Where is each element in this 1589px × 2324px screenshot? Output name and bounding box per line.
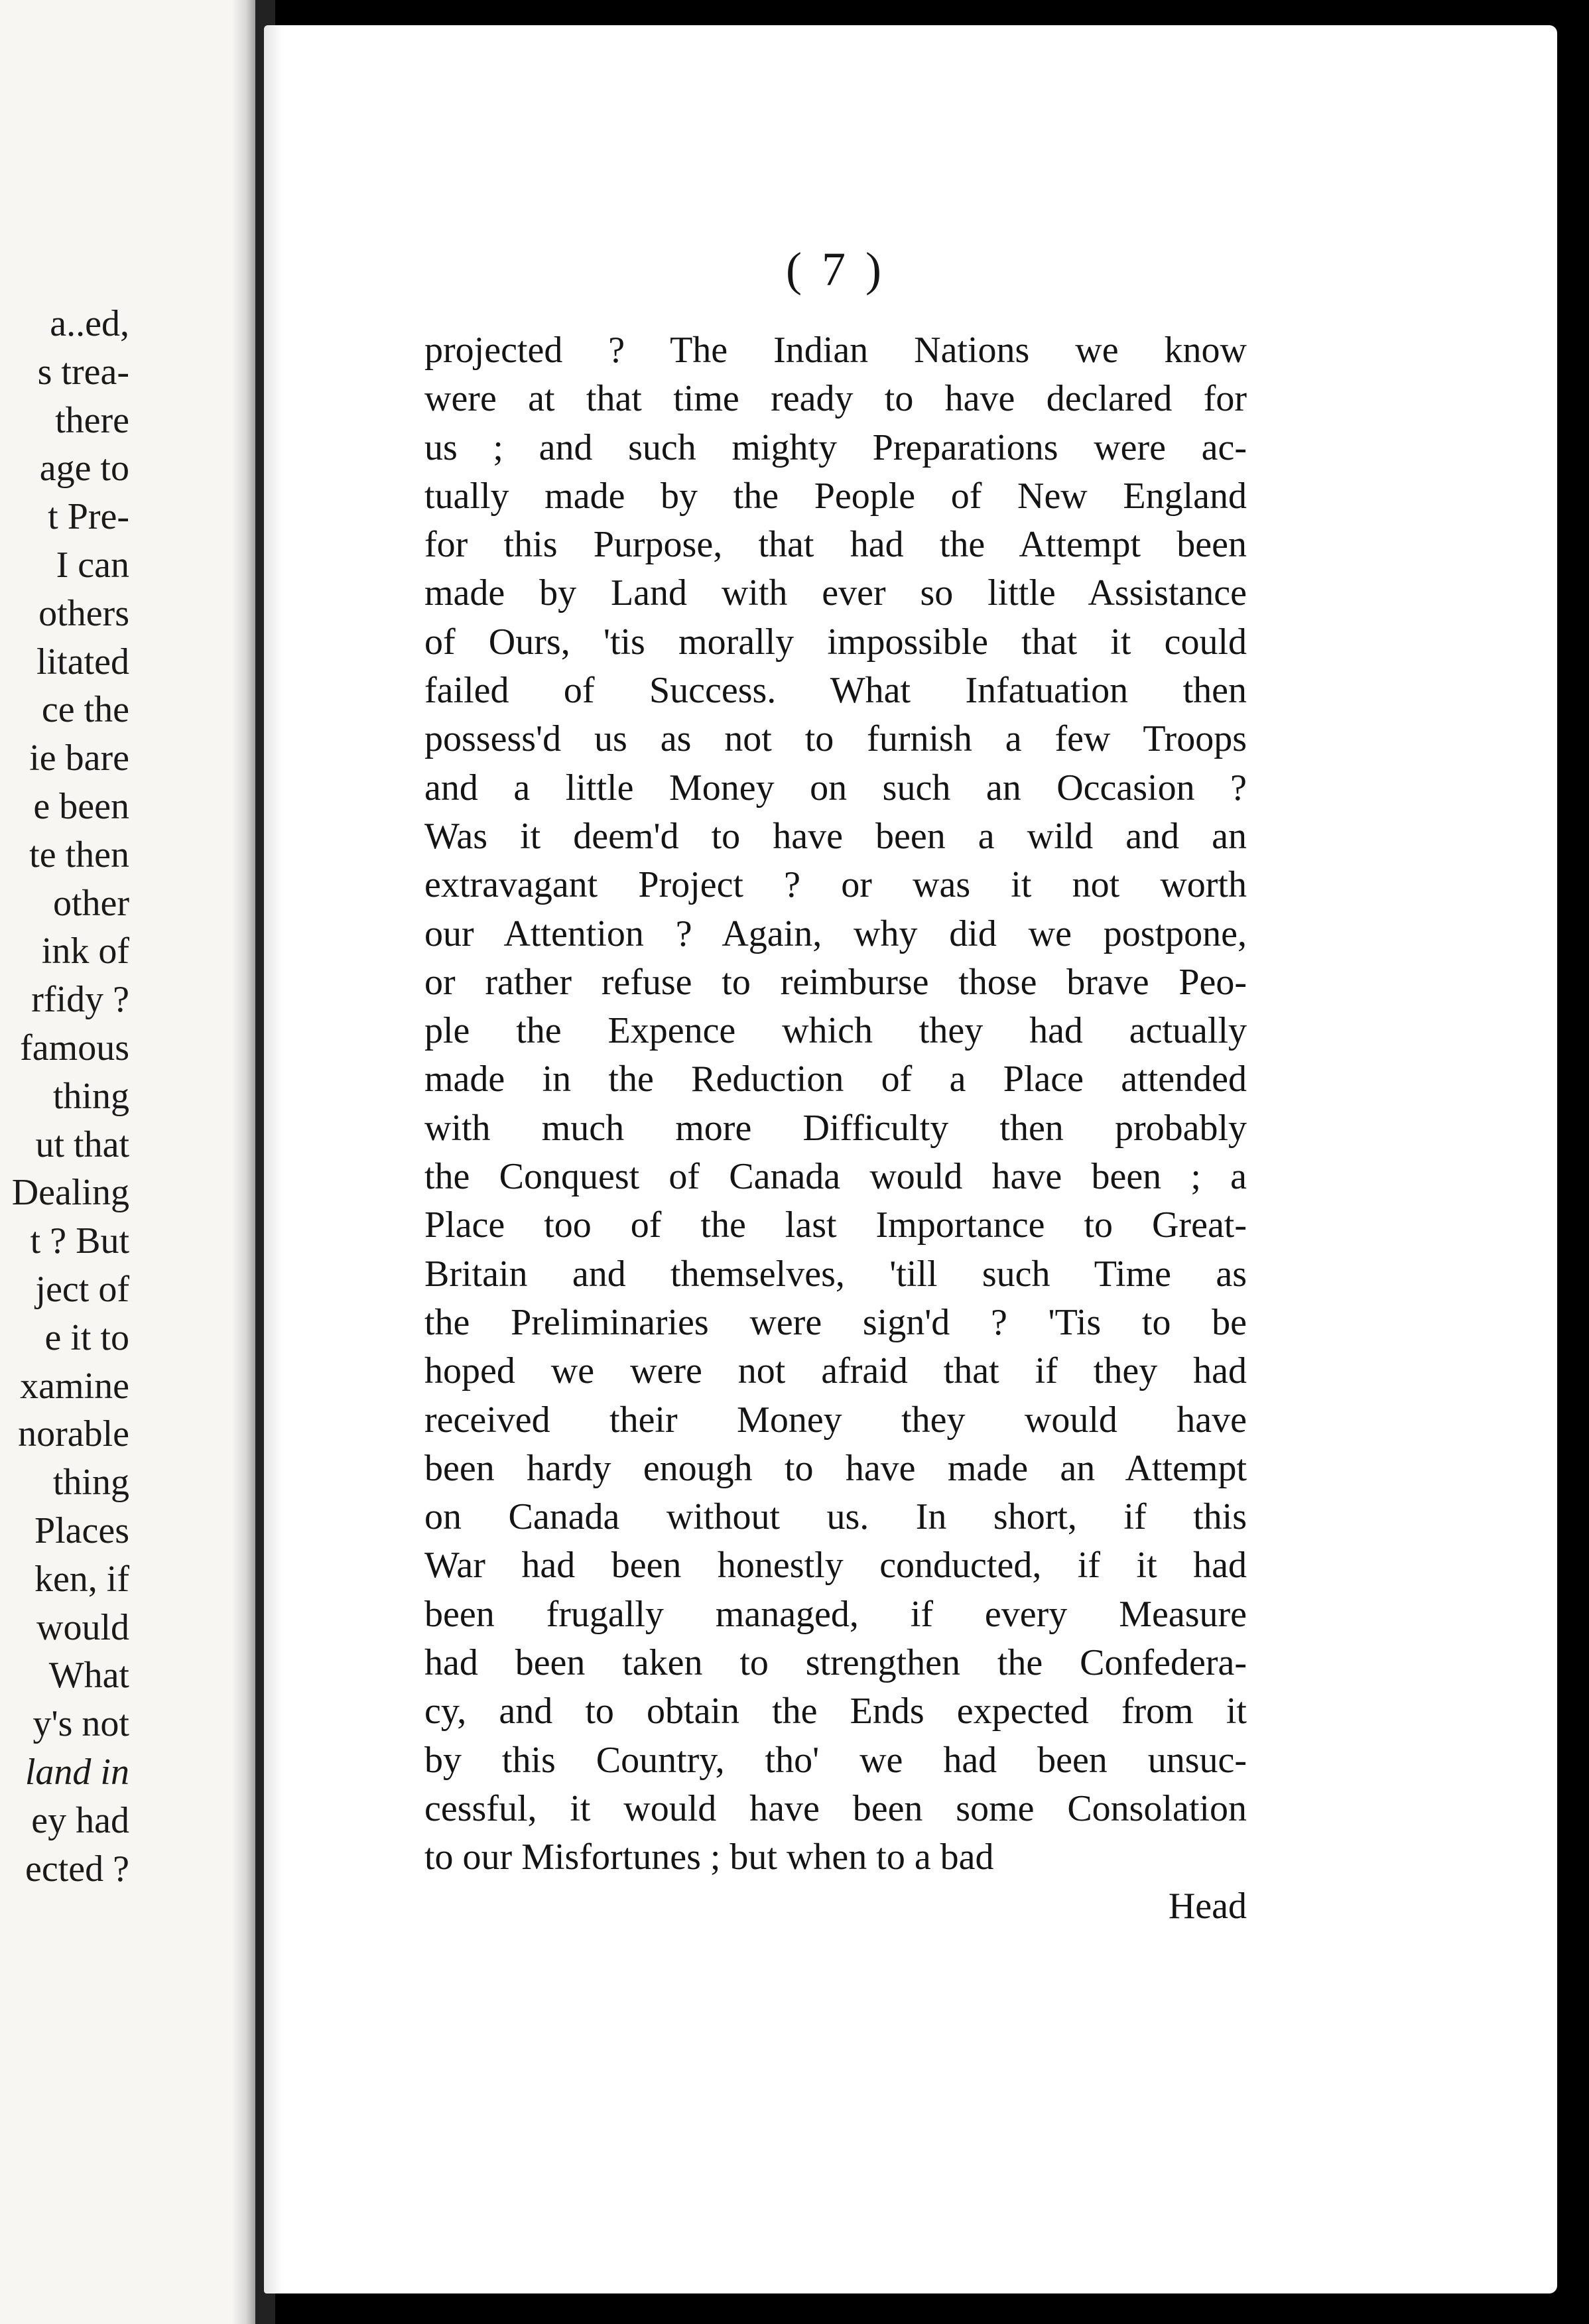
previous-page-line: s trea- <box>37 351 129 393</box>
text-line: made by Land with ever so little Assistance <box>424 572 1247 614</box>
previous-page-line: y's not <box>32 1703 129 1745</box>
previous-page-line: ject of <box>35 1268 129 1310</box>
previous-page-line: e been <box>33 785 129 827</box>
text-line: received their Money they would have <box>424 1399 1247 1441</box>
gutter-shadow <box>231 0 255 2324</box>
text-line: been hardy enough to have made an Attempt <box>424 1447 1247 1489</box>
text-line: cessful, it would have been some Consolation <box>424 1787 1247 1829</box>
text-line: the Preliminaries were sign'd ? 'Tis to be <box>424 1301 1247 1343</box>
previous-page-line: a..ed, <box>50 303 129 344</box>
text-line: projected ? The Indian Nations we know <box>424 330 1247 371</box>
previous-page-line: e it to <box>44 1317 129 1358</box>
text-line: or rather refuse to reimburse those brave Peo- <box>424 961 1247 1003</box>
previous-page-line: famous <box>20 1027 129 1068</box>
text-line: with much more Difficulty then probably <box>424 1107 1247 1149</box>
previous-page-line: ut that <box>35 1124 129 1165</box>
text-line: tually made by the People of New England <box>424 475 1247 517</box>
catchword: Head <box>1168 1885 1247 1927</box>
text-line: failed of Success. What Infatuation then <box>424 670 1247 712</box>
text-line: our Attention ? Again, why did we postpone, <box>424 913 1247 954</box>
previous-page-line: land in <box>25 1751 129 1793</box>
text-line: possess'd us as not to furnish a few Troops <box>424 718 1247 760</box>
text-line: extravagant Project ? or was it not worth <box>424 864 1247 906</box>
previous-page-line: litated <box>36 641 129 682</box>
previous-page-line: Dealing <box>11 1172 129 1214</box>
text-line: cy, and to obtain the Ends expected from it <box>424 1691 1247 1732</box>
text-line: the Conquest of Canada would have been ; a <box>424 1156 1247 1198</box>
previous-page-line: ink of <box>41 931 129 972</box>
page-number: ( 7 ) <box>786 243 885 296</box>
text-line: Place too of the last Importance to Great- <box>424 1204 1247 1246</box>
text-line: to our Misfortunes ; but when to a bad <box>424 1837 994 1878</box>
previous-page-line: there <box>55 399 129 441</box>
text-line: been frugally managed, if every Measure <box>424 1593 1247 1635</box>
previous-page-line: rfidy ? <box>31 979 129 1021</box>
text-line: on Canada without us. In short, if this <box>424 1496 1247 1538</box>
page-edge-shadow <box>264 25 283 2293</box>
previous-page-line: ie bare <box>29 738 129 779</box>
previous-page-line: t Pre- <box>48 496 129 538</box>
text-line: us ; and such mighty Preparations were ac- <box>424 426 1247 468</box>
text-line: Britain and themselves, 'till such Time as <box>424 1253 1247 1295</box>
previous-page-line: I can <box>56 544 129 586</box>
text-line: by this Country, tho' we had been unsuc- <box>424 1739 1247 1781</box>
text-line: War had been honestly conducted, if it had <box>424 1545 1247 1586</box>
previous-page-line: t ? But <box>30 1220 129 1262</box>
previous-page-line: xamine <box>20 1365 129 1407</box>
text-line: ple the Expence which they had actually <box>424 1010 1247 1052</box>
previous-page-line: ected ? <box>25 1848 129 1890</box>
previous-page-line: other <box>52 882 129 924</box>
previous-page-line: thing <box>52 1075 129 1117</box>
text-line: had been taken to strengthen the Confedera- <box>424 1642 1247 1684</box>
previous-page-line: te then <box>29 834 129 875</box>
previous-page-line: ken, if <box>34 1558 129 1600</box>
previous-page-line: ey had <box>31 1799 129 1841</box>
text-line: were at that time ready to have declared for <box>424 378 1247 420</box>
previous-page-line: norable <box>18 1413 129 1455</box>
text-line: and a little Money on such an Occasion ? <box>424 767 1247 808</box>
previous-page <box>0 0 255 2324</box>
previous-page-line: would <box>36 1606 129 1648</box>
previous-page-line: age to <box>39 448 129 489</box>
text-line: for this Purpose, that had the Attempt been <box>424 524 1247 566</box>
page-body-text <box>424 326 1247 1931</box>
text-line: Was it deem'd to have been a wild and an <box>424 815 1247 857</box>
previous-page-line: others <box>38 592 129 634</box>
text-line: made in the Reduction of a Place attended <box>424 1059 1247 1100</box>
previous-page-line: Places <box>34 1510 129 1551</box>
previous-page-line: What <box>48 1655 129 1697</box>
previous-page-line: thing <box>52 1462 129 1504</box>
text-line: hoped we were not afraid that if they had <box>424 1350 1247 1392</box>
previous-page-text <box>10 300 129 1893</box>
text-line: of Ours, 'tis morally impossible that it could <box>424 621 1247 663</box>
previous-page-line: ce the <box>41 689 129 731</box>
